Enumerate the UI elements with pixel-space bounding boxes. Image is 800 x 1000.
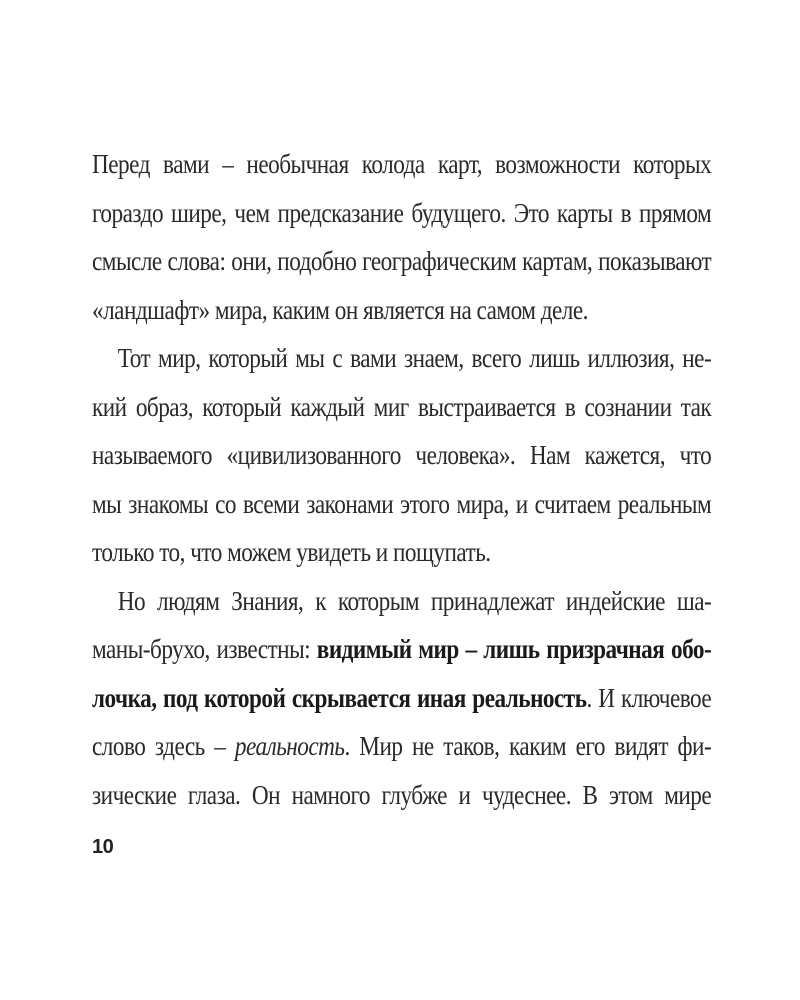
text-line: гораздо шире, чем предсказание будущего. Это карты в прямом (92, 197, 712, 228)
text-line: зические глаза. Он намного глубже и чудеснее. В этом мире (92, 779, 712, 810)
text-span: . Мир не таков, каким его видят фи- (344, 731, 712, 761)
text-line: только то, что можем увидеть и пощупать. (92, 537, 491, 567)
italic-text: реальность (234, 731, 345, 761)
text-span: слово здесь – (92, 731, 235, 761)
page-number: 10 (92, 836, 114, 858)
text-line: Перед вами – необычная колода карт, возможности которых (92, 149, 712, 179)
text-line: «ландшафт» мира, каким он является на самом деле. (92, 294, 588, 325)
text-line (92, 674, 711, 723)
text-line: кий образ, который каждый миг выстраивается в сознании так (92, 391, 712, 422)
text-span: маны-брухо, известны: (92, 634, 317, 664)
text-line: называемого «цивилизованного человека». Нам кажется, что (92, 440, 712, 470)
text-line: смысле слова: они, подобно географическим картам, показывают (92, 246, 712, 276)
text-line: Но людям Знания, к которым принадлежат индейские ша- (117, 585, 712, 616)
text-line (92, 722, 711, 771)
bold-text: видимый мир – лишь призрачная обо- (316, 634, 712, 664)
text-line: мы знакомы со всеми законами этого мира, и считаем реальным (92, 488, 712, 519)
bold-text: лочка, под которой скрывается иная реальность (92, 682, 587, 713)
text-span: . И ключевое (586, 682, 712, 713)
text-line (92, 625, 711, 674)
text-line: Тот мир, который мы с вами знаем, всего лишь иллюзия, не- (117, 343, 712, 373)
body-text (92, 140, 712, 819)
